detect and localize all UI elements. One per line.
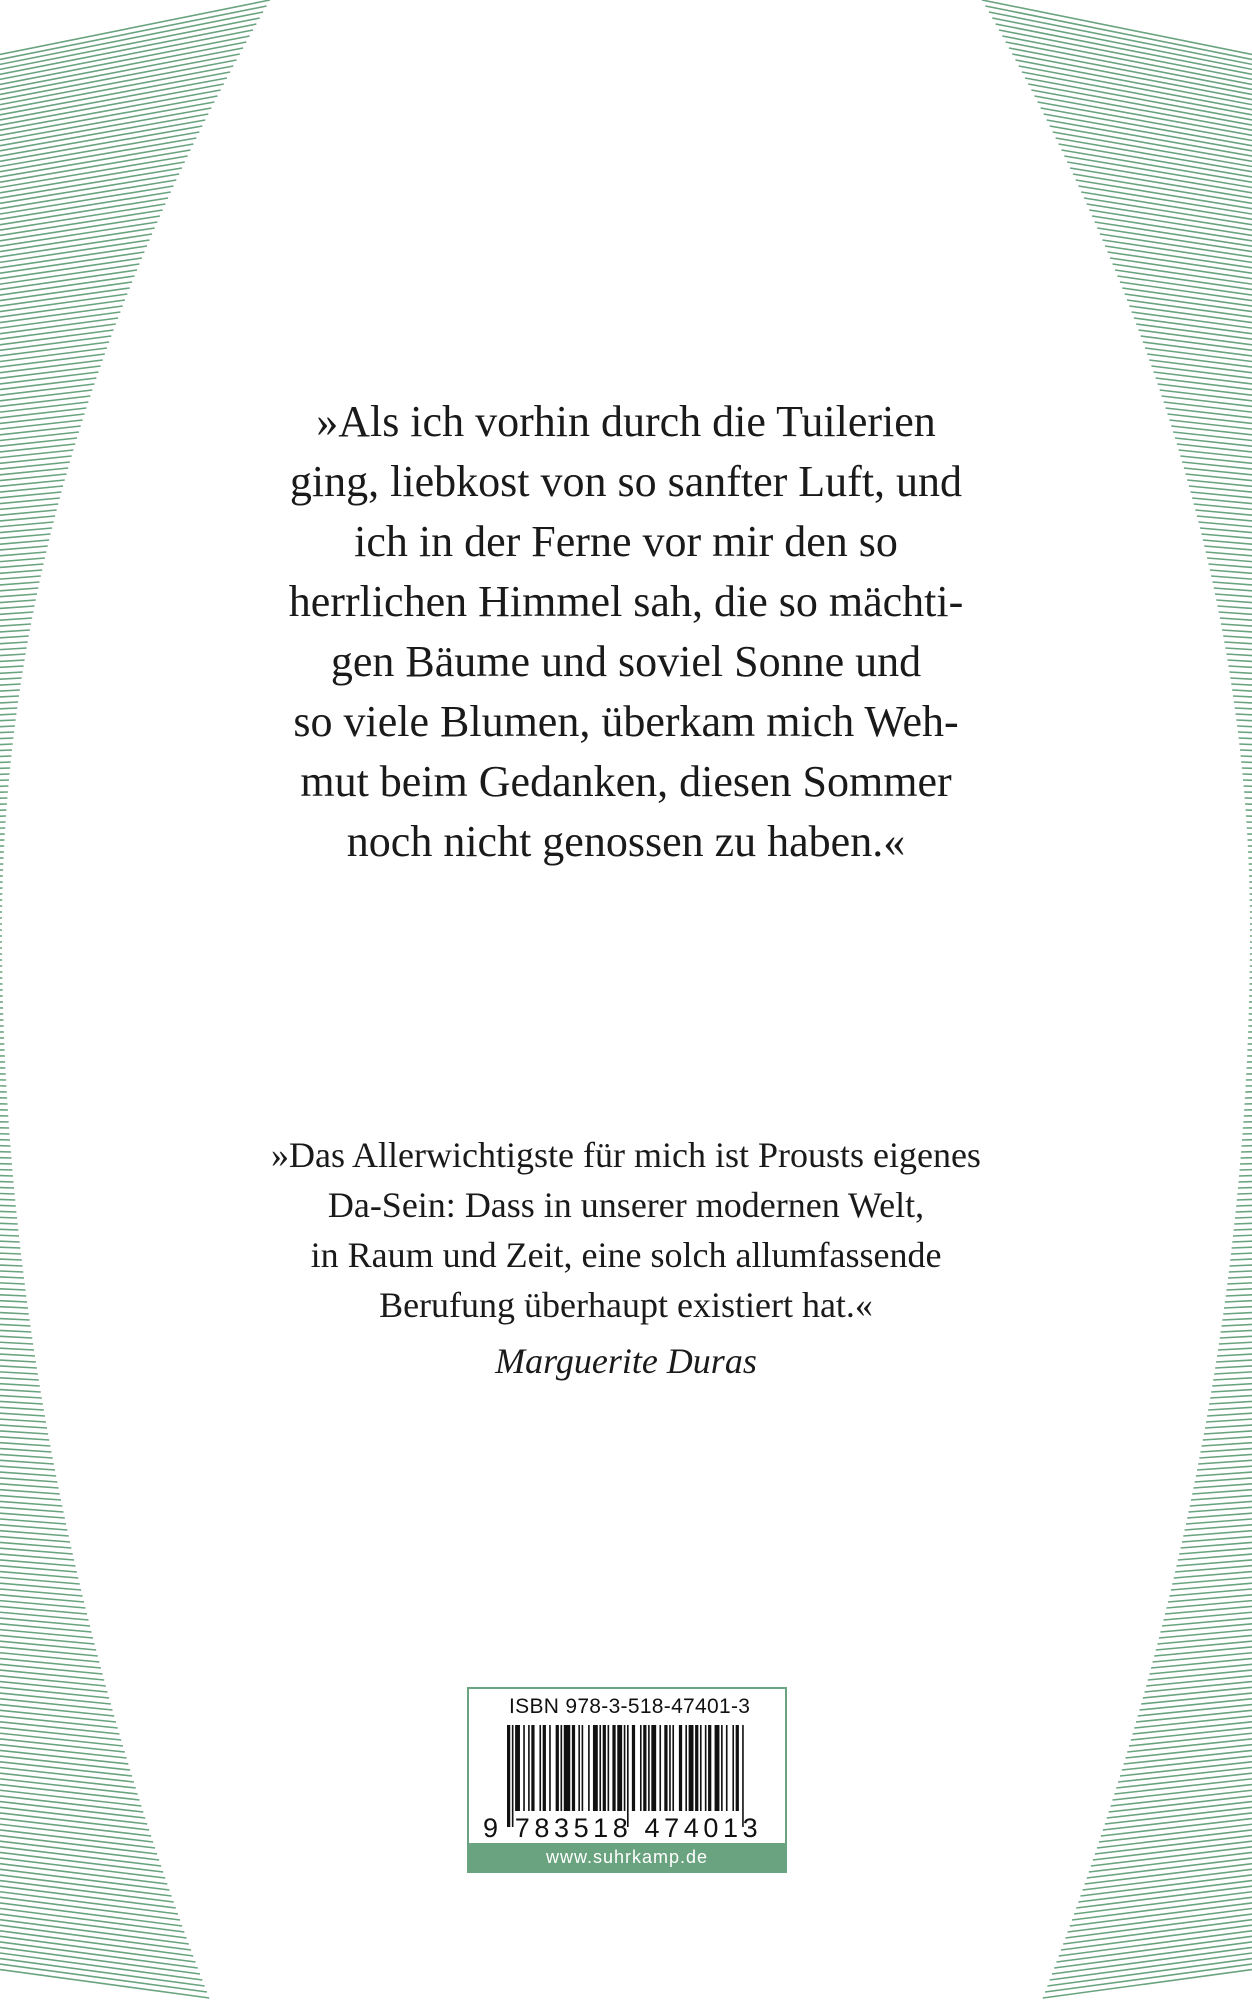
pattern-line [1171,1583,1252,1590]
barcode-bar [549,1725,551,1811]
pattern-line [1210,1396,1252,1398]
pattern-line [0,1548,73,1554]
pattern-line [0,90,221,130]
pattern-line [1209,1401,1252,1404]
pattern-line [0,1496,61,1500]
quote-line: herrlichen Himmel sah, die so mächti- [288,577,964,626]
isbn-barcode-box [467,1687,787,1873]
pattern-line [0,264,139,284]
endorsement-quote [0,1130,1252,1386]
barcode-bar [679,1725,682,1811]
pattern-line [0,1728,121,1740]
pattern-line [0,1437,49,1440]
barcode-bar [627,1725,629,1827]
pattern-line [1084,198,1252,225]
pattern-line [1081,192,1252,219]
pattern-line [0,1589,83,1596]
pattern-line [0,1413,45,1416]
pattern-line [0,1959,205,1986]
pattern-line [0,138,196,172]
pattern-line [982,0,1252,54]
pattern-line [1078,1881,1252,1902]
pattern-line [1175,1566,1252,1572]
pattern-line [0,1756,130,1770]
pattern-line [1091,1847,1252,1866]
pattern-line [1207,1413,1252,1416]
publisher-url: www.suhrkamp.de [469,1843,785,1871]
barcode-bar [643,1725,646,1811]
barcode-bar [705,1725,707,1811]
pattern-line [1143,1687,1252,1698]
pattern-line [0,1560,75,1566]
pattern-line [1117,276,1252,295]
pattern-line [0,1858,165,1878]
barcode-bar [721,1725,723,1811]
pattern-line [1178,1554,1252,1560]
endorsement-line: in Raum und Zeit, eine solch allumfassende [310,1235,942,1275]
pattern-line [0,1425,47,1428]
pattern-line [1172,1577,1252,1584]
pattern-line [0,282,132,301]
pattern-line [0,1964,207,1992]
pattern-line [0,1454,53,1458]
barcode-bar [632,1725,635,1811]
pattern-line [0,1519,66,1524]
pattern-line [0,1739,125,1752]
barcode-bar [515,1725,520,1811]
pattern-line [1139,1699,1252,1710]
pattern-line [1093,1841,1252,1860]
pattern-line [0,1864,167,1884]
pattern-line [0,1953,202,1980]
pattern-line [0,270,137,290]
barcode-bar [539,1725,541,1811]
pattern-line [1192,1490,1252,1494]
pattern-line [1056,138,1252,172]
pattern-line [0,1852,163,1872]
barcode-bar [531,1725,534,1811]
pattern-line [1200,1449,1252,1452]
pattern-line [1054,1942,1252,1968]
barcode-bar [528,1725,530,1811]
pattern-line [0,252,144,273]
pattern-line [0,1554,74,1560]
pattern-line [0,1687,109,1698]
pattern-line [0,1460,54,1464]
pattern-line [0,1676,106,1686]
barcode-bars [507,1725,747,1827]
barcode-bar [669,1725,671,1811]
quote-line: ging, liebkost von so sanfter Luft, und [289,457,963,506]
pattern-line [0,354,105,367]
pattern-line [1181,1542,1252,1548]
pattern-line [1050,1953,1252,1980]
pattern-line [0,1472,56,1476]
pattern-line [1211,1390,1252,1392]
barcode-bar [651,1725,656,1811]
barcode-bar [582,1725,584,1811]
pattern-line [1057,1936,1252,1962]
pattern-line [0,210,163,235]
pattern-line [1147,354,1252,367]
barcode-bar [608,1725,610,1811]
pattern-line [0,1478,57,1482]
pattern-line [1208,1407,1252,1410]
pattern-line [1197,1466,1252,1470]
pattern-line [0,1501,62,1506]
pattern-line [0,0,270,54]
barcode-bar [685,1725,687,1811]
pattern-line [0,1970,209,1998]
pattern-line [1149,360,1252,373]
pattern-line [1113,264,1252,284]
barcode-bar [672,1725,674,1811]
pattern-line [0,1484,59,1488]
pattern-line [0,1401,43,1404]
pattern-line [1124,1750,1252,1764]
pattern-line [1151,366,1252,378]
pattern-line [0,1583,81,1590]
pattern-line [0,1443,50,1446]
pattern-line [0,1566,77,1572]
pattern-line [1154,372,1252,384]
pattern-line [0,1490,60,1494]
pattern-line [0,1693,111,1704]
pattern-line [0,198,168,225]
pattern-line [1193,1484,1252,1488]
pattern-line [1078,186,1252,214]
quote-line: gen Bäume und soviel Sonne und [330,637,922,686]
pattern-line [0,1750,128,1764]
pattern-line [0,366,101,378]
pattern-line [0,1431,48,1434]
pattern-line [1115,270,1252,290]
pattern-line [1203,1437,1252,1440]
pattern-line [1083,1869,1252,1890]
barcode-bar [603,1725,606,1811]
pattern-line [1072,1897,1252,1920]
barcode-bar [599,1725,601,1811]
barcode-bar [543,1725,546,1811]
pattern-line [1186,1519,1252,1524]
pattern-line [0,1537,70,1542]
barcode-digits: 9 783518 474013 [483,1813,763,1843]
pattern-line [1195,1478,1252,1482]
pattern-line [0,1531,69,1536]
pattern-line [1205,1425,1252,1428]
pattern-line [0,1847,161,1866]
pattern-line [1145,348,1252,362]
barcode-bar [561,1725,563,1811]
pattern-line [1028,84,1252,125]
pattern-line [1108,252,1252,273]
pattern-line [1087,204,1252,230]
barcode-bar [695,1725,698,1811]
pattern-line [0,258,142,279]
pattern-line [0,192,171,219]
pattern-line [1045,1964,1252,1992]
pattern-line [1074,1892,1252,1914]
barcode-bar [578,1725,580,1811]
pattern-line [0,372,98,384]
barcode-bar [588,1725,590,1811]
barcode-bar [523,1725,525,1811]
pattern-line [1148,1670,1252,1680]
pattern-line [0,36,250,84]
pattern-line [1052,1947,1252,1974]
pattern-line [1179,1548,1252,1554]
pattern-line [0,1897,180,1920]
pattern-line [1043,1970,1252,1998]
barcode-bar [700,1725,702,1811]
quote-line: ich in der Ferne vor mir den so [354,517,898,566]
pattern-line [1053,132,1252,167]
pattern-line [999,30,1252,79]
pattern-line [1187,1513,1252,1518]
pattern-line [0,1936,195,1962]
pattern-line [0,1525,67,1530]
pattern-line [0,186,174,214]
pattern-line [1129,1733,1252,1746]
pattern-line [1076,1886,1252,1908]
pattern-line [0,1466,55,1470]
pattern-line [0,1699,113,1710]
pattern-line [1182,1537,1252,1542]
pattern-line [0,348,107,362]
barcode-bar [715,1725,720,1811]
pattern-line [1031,90,1252,130]
pattern-line [1002,36,1252,84]
pattern-line [0,1881,174,1902]
pattern-line [1177,1560,1252,1566]
quote-line: so viele Blumen, überkam mich Weh- [293,697,959,746]
barcode-bar [708,1725,711,1811]
pattern-line [0,120,205,156]
pattern-line [1145,1682,1252,1692]
pattern-line [0,1664,103,1674]
pattern-line [1198,1460,1252,1464]
pattern-line [1138,1705,1252,1716]
quote-line: noch nicht genossen zu haben.« [346,817,906,866]
pattern-line [996,24,1252,74]
pattern-line [1133,1722,1252,1734]
barcode-bar [689,1725,694,1811]
pattern-line [0,132,199,167]
pattern-line [1047,120,1252,156]
barcode-bar [556,1725,559,1811]
pattern-line [1120,282,1252,301]
pattern-line [1202,1443,1252,1446]
barcode-bar [648,1725,650,1811]
pattern-line [0,1390,41,1392]
pattern-line [0,1513,65,1518]
quote-line: »Als ich vorhin durch die Tuilerien [316,397,936,446]
pattern-line [0,360,103,373]
pattern-line [1204,1431,1252,1434]
pattern-line [1131,1728,1252,1740]
pattern-line [0,1705,114,1716]
pattern-line [1085,1864,1252,1884]
endorsement-line: Da-Sein: Dass in unserer modernen Welt, [327,1185,925,1225]
barcode-bar [659,1725,661,1811]
pattern-line [0,1407,44,1410]
pattern-line [1089,1852,1252,1872]
pattern-line [1136,1710,1252,1722]
pattern-line [0,1869,169,1890]
pattern-line [1174,1572,1252,1578]
pattern-line [1206,1419,1252,1422]
pattern-line [1047,1959,1252,1986]
pattern-line [0,30,253,79]
main-quote [0,392,1252,872]
endorsement-author: Marguerite Duras [495,1341,757,1381]
pattern-line [1149,1664,1252,1674]
quote-line: mut beim Gedanken, diesen Sommer [300,757,952,806]
pattern-line [1188,1507,1252,1512]
pattern-line [0,1716,118,1728]
pattern-line [0,1886,176,1908]
pattern-line [1127,1739,1252,1752]
pattern-line [0,1670,104,1680]
barcode-bar [640,1725,642,1811]
pattern-line [992,18,1252,69]
pattern-line [0,1733,123,1746]
barcode-bar [664,1725,667,1811]
pattern-line [0,1892,178,1914]
pattern-line [0,1947,200,1974]
pattern-line [0,1942,198,1968]
pattern-line [1146,1676,1252,1686]
pattern-line [1185,1525,1252,1530]
pattern-line [0,246,147,268]
barcode-bar [572,1725,575,1811]
pattern-line [0,1419,46,1422]
barcode-bar [736,1725,739,1811]
pattern-line [1190,1501,1252,1506]
pattern-line [0,1577,80,1584]
pattern-line [0,1682,107,1692]
pattern-line [0,1396,42,1398]
barcode-bar [624,1725,626,1811]
pattern-line [1105,246,1252,268]
barcode-bar [732,1725,734,1811]
pattern-line [1156,378,1252,390]
pattern-line [0,204,165,230]
isbn-label: ISBN 978-3-518-47401-3 [509,1695,751,1718]
pattern-line [0,1710,116,1722]
pattern-line [0,276,135,295]
pattern-line [1169,1589,1252,1596]
pattern-line [1050,126,1252,161]
pattern-line [0,84,224,125]
barcode-bar [726,1725,728,1811]
barcode-bar [564,1725,570,1811]
barcode-bar [617,1725,622,1811]
pattern-line [0,1542,71,1548]
pattern-line [0,1507,64,1512]
pattern-line [1199,1454,1252,1458]
pattern-line [0,1875,172,1896]
barcode-bar [512,1725,514,1827]
pattern-line [1089,210,1252,235]
pattern-line [1125,1745,1252,1758]
endorsement-line: »Das Allerwichtigste für mich ist Prousts eigenes [271,1135,981,1175]
pattern-line [0,1722,119,1734]
pattern-line [0,18,260,69]
pattern-line [1191,1496,1252,1500]
pattern-line [0,1841,159,1860]
pattern-line [0,1449,52,1452]
pattern-line [0,1572,78,1578]
barcode-bar [593,1725,598,1811]
pattern-line [1122,1756,1252,1770]
pattern-line [1134,1716,1252,1728]
pattern-line [0,1745,127,1758]
pattern-line [1087,1858,1252,1878]
barcode-bar [507,1725,510,1827]
pattern-line [1183,1531,1252,1536]
pattern-line [0,378,96,390]
pattern-line [1110,258,1252,279]
endorsement-line: Berufung überhaupt existiert hat.« [379,1285,873,1325]
barcode-bar [742,1725,744,1827]
pattern-line [1080,1875,1252,1896]
pattern-line [1196,1472,1252,1476]
barcode-bar [612,1725,615,1811]
pattern-line [1141,1693,1252,1704]
pattern-line [0,24,256,74]
pattern-line [0,126,202,161]
